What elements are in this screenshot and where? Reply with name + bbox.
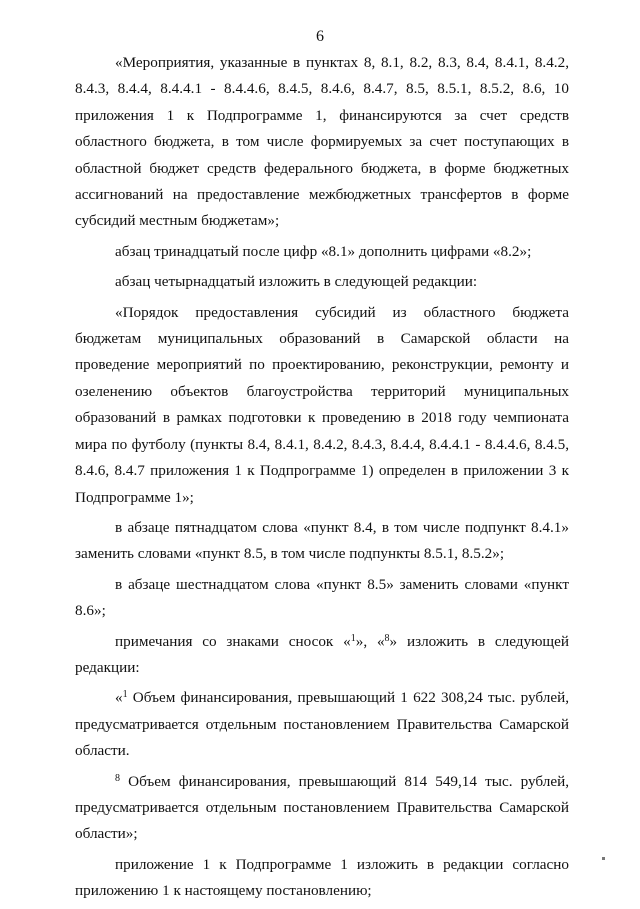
paragraph-subsidy-order: «Порядок предоставления субсидий из областного бюджета бюджетам муниципальных образований в Самарской области на проведение мероприятий по проектированию, реконструкции, ремонту и озеленению объектов благоустройства территорий муниципальных образований в рамках подготовки к проведению в 2018 году чемпионата мира по футболу (пункты 8.4, 8.4.1, 8.4.2, 8.4.3, 8.4.4, 8.4.4.1 - 8.4.4.6, 8.4.5, 8.4.6, 8.4.7 приложения 1 к Подпрограмме 1) определен в приложении 3 к Подпрограмме 1»; [75,303,569,506]
footnote-1 [75,685,569,764]
notes-intro-before: примечания со знаками сносок « [115,632,351,650]
paragraph-appendix: приложение 1 к Подпрограмме 1 изложить в редакции согласно приложению 1 к настоящему постановлению; [75,855,569,900]
scan-speck [602,857,605,860]
footnote-1-text: Объем финансирования, превышающий 1 622 308,24 тыс. рублей, предусматривается отдельным постановлением Правительства Самарской области. [75,689,569,760]
paragraph-measures: «Мероприятия, указанные в пунктах 8, 8.1, 8.2, 8.3, 8.4, 8.4.1, 8.4.2, 8.4.3, 8.4.4, 8.4.4.1 - 8.4.4.6, 8.4.5, 8.4.6, 8.4.7, 8.5, 8.5.1, 8.5.2, 8.6, 10 приложения 1 к Подпрограмме 1, финансируются за счет средств областного бюджета, в том числе формируемых за счет поступающих в областной бюджет средств федерального бюджета, в форме бюджетных ассигнований на предоставление межбюджетных трансфертов в форме субсидий местным бюджетам»; [75,54,569,230]
footnote-1-open-quote: « [115,689,123,707]
notes-intro-after: » изложить в следующей редакции: [75,632,569,676]
notes-intro-middle: », « [355,632,385,650]
page-number: 6 [316,28,324,45]
paragraph-sixteenth: в абзаце шестнадцатом слова «пункт 8.5» заменить словами «пункт 8.6»; [75,575,569,620]
footnote-mark-8: 8 [384,632,390,644]
paragraph-notes-intro [75,629,569,682]
paragraph-thirteenth: абзац тринадцатый после цифр «8.1» дополнить цифрами «8.2»; [115,242,532,260]
footnote-mark-1: 1 [350,632,356,644]
footnote-8 [75,769,569,848]
footnote-8-text: Объем финансирования, превышающий 814 549,14 тыс. рублей, предусматривается отдельным постановлением Правительства Самарской области»; [75,772,569,843]
paragraph-fifteenth: в абзаце пятнадцатом слова «пункт 8.4, в том числе подпункт 8.4.1» заменить словами «пункт 8.5, в том числе подпункты 8.5.1, 8.5.2»; [75,518,569,563]
footnote-8-mark: 8 [115,772,120,784]
footnote-1-mark: 1 [122,689,128,701]
document-body [75,50,569,909]
paragraph-fourteenth: абзац четырнадцатый изложить в следующей редакции: [115,273,478,291]
